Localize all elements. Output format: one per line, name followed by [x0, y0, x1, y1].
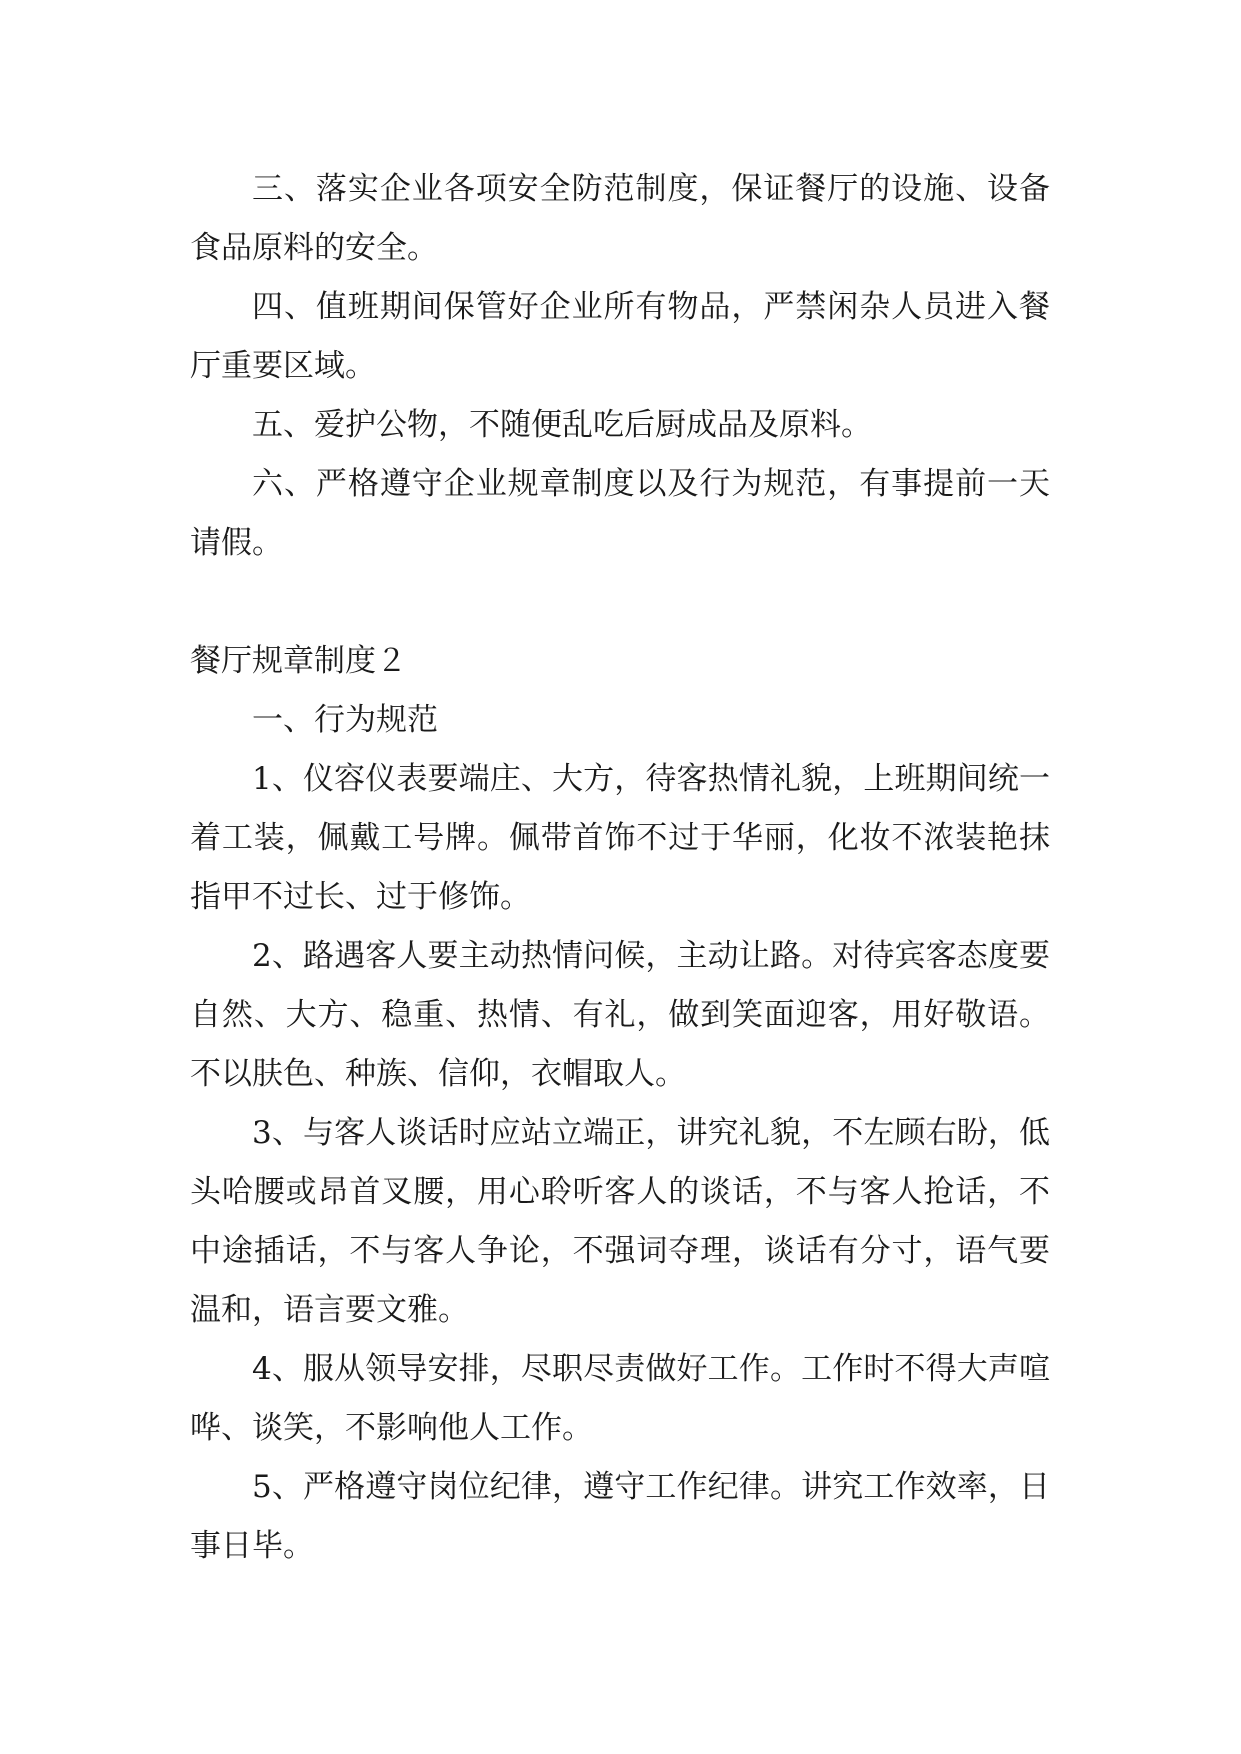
paragraph-item-6: 六、严格遵守企业规章制度以及行为规范，有事提前一天请假。 — [190, 466, 1050, 561]
document-body — [190, 160, 1050, 1576]
rule-item-4: 4、服从领导安排，尽职尽责做好工作。工作时不得大声喧哗、谈笑，不影响他人工作。 — [190, 1351, 1050, 1446]
rule-item-2: 2、路遇客人要主动热情问候，主动让路。对待宾客态度要自然、大方、稳重、热情、有礼，做到笑面迎客，用好敬语。不以肤色、种族、信仰，衣帽取人。 — [190, 938, 1050, 1092]
paragraph-item-4: 四、值班期间保管好企业所有物品，严禁闲杂人员进入餐厅重要区域。 — [190, 289, 1050, 384]
subsection-title: 一、行为规范 — [252, 702, 438, 738]
paragraph-item-5: 五、爱护公物，不随便乱吃后厨成品及原料。 — [252, 407, 872, 443]
rule-item-3: 3、与客人谈话时应站立端正，讲究礼貌，不左顾右盼，低头哈腰或昂首叉腰，用心聆听客人的谈话，不与客人抢话，不中途插话，不与客人争论，不强词夺理，谈话有分寸，语气要温和，语言要文雅。 — [190, 1115, 1050, 1328]
rule-item-5: 5、严格遵守岗位纪律，遵守工作纪律。讲究工作效率，日事日毕。 — [190, 1469, 1050, 1564]
section-title: 餐厅规章制度２ — [190, 643, 407, 679]
paragraph-item-3: 三、落实企业各项安全防范制度，保证餐厅的设施、设备食品原料的安全。 — [190, 171, 1050, 266]
rule-item-1: 1、仪容仪表要端庄、大方，待客热情礼貌，上班期间统一着工装，佩戴工号牌。佩带首饰不过于华丽，化妆不浓装艳抹指甲不过长、过于修饰。 — [190, 761, 1050, 915]
